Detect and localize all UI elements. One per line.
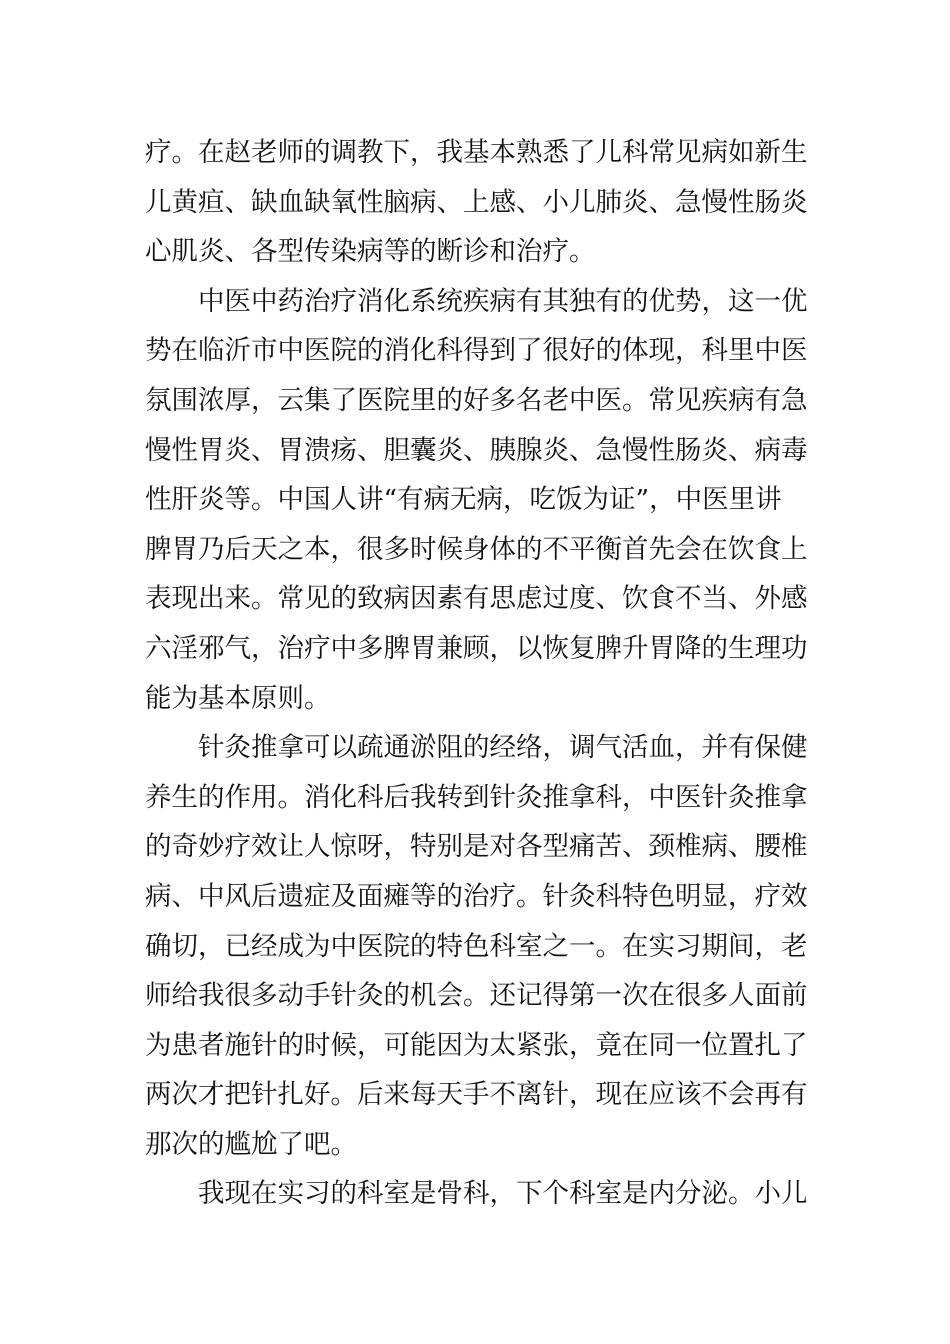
text-line: 性肝炎等。中国人讲“有病无病，吃饭为证”，中医里讲 <box>145 484 782 516</box>
paragraph <box>145 128 807 277</box>
text-line: 氛围浓厚，云集了医院里的好多名老中医。常见疾病有急 <box>145 384 807 416</box>
text-line: 那次的尴尬了吧。 <box>145 1128 357 1160</box>
text-line: 的奇妙疗效让人惊呀，特别是对各型痛苦、颈椎病、腰椎 <box>145 831 807 863</box>
text-line: 表现出来。常见的致病因素有思虑过度、饮食不当、外感 <box>145 583 807 615</box>
text-line: 养生的作用。消化科后我转到针灸推拿科，中医针灸推拿 <box>145 781 807 813</box>
text-line: 为患者施针的时候，可能因为太紧张，竟在同一位置扎了 <box>145 1029 807 1061</box>
text-line: 慢性胃炎、胃溃疡、胆囊炎、胰腺炎、急慢性肠炎、病毒 <box>145 434 807 466</box>
text-line: 病、中风后遗症及面瘫等的治疗。针灸科特色明显，疗效 <box>145 880 807 912</box>
text-line: 势在临沂市中医院的消化科得到了很好的体现，科里中医 <box>145 335 807 367</box>
text-line: 能为基本原则。 <box>145 682 331 714</box>
text-line: 确切，已经成为中医院的特色科室之一。在实习期间，老 <box>145 930 807 962</box>
text-line: 我现在实习的科室是骨科，下个科室是内分泌。小儿 <box>145 1178 807 1210</box>
text-line: 儿黄疸、缺血缺氧性脑病、上感、小儿肺炎、急慢性肠炎 <box>145 186 807 218</box>
text-line: 中医中药治疗消化系统疾病有其独有的优势，这一优 <box>145 285 807 317</box>
paragraph <box>145 277 807 723</box>
text-line: 两次才把针扎好。后来每天手不离针，现在应该不会再有 <box>145 1079 807 1111</box>
text-line: 疗。在赵老师的调教下，我基本熟悉了儿科常见病如新生 <box>145 137 807 168</box>
paragraph <box>145 1169 807 1219</box>
paragraph <box>145 723 807 1169</box>
text-line: 心肌炎、各型传染病等的断诊和治疗。 <box>145 236 596 268</box>
text-line: 师给我很多动手针灸的机会。还记得第一次在很多人面前 <box>145 980 807 1012</box>
text-line: 六淫邪气，治疗中多脾胃兼顾，以恢复脾升胃降的生理功 <box>145 632 807 664</box>
body-text <box>145 128 807 1219</box>
text-line: 脾胃乃后天之本，很多时候身体的不平衡首先会在饮食上 <box>145 533 807 565</box>
text-line: 针灸推拿可以疏通淤阻的经络，调气活血，并有保健 <box>145 732 807 764</box>
